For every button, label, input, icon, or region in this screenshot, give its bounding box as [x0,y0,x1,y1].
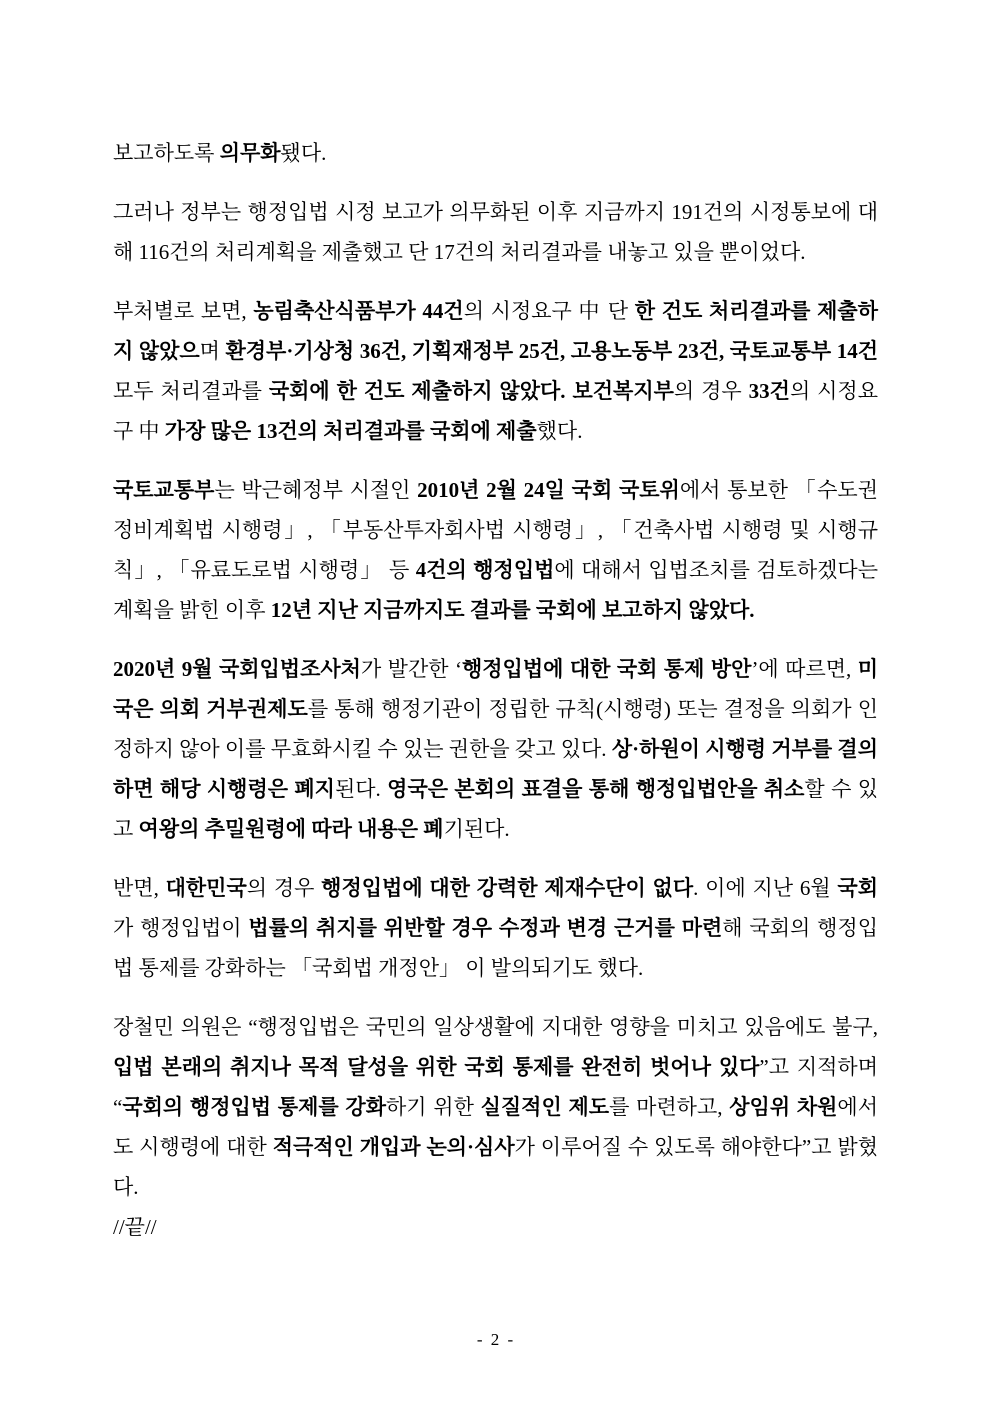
text-run: 기된다. [443,817,510,841]
text-run: ”고 지적하며 “ [113,1055,878,1119]
bold-text-run: 미국은 의회 거부권제도 [113,657,878,721]
bold-text-run: 국회 [837,876,878,900]
text-run: 를 마련하고, [609,1095,730,1119]
bold-text-run: 보건복지부 [572,379,674,403]
text-run: 에서도 시행령에 대한 [113,1095,878,1159]
text-run: 했다. [536,419,583,443]
paragraph [113,649,878,849]
text-run: 보고하도록 [113,141,220,165]
page-footer [0,1330,992,1350]
text-run: 를 통해 행정기관이 정립한 규칙(시행령) 또는 결정을 의회가 인정하지 않아 이를 무효화시킬 수 있는 권한을 갖고 있다. [113,697,879,761]
paragraph [113,133,878,173]
text-run: 며 [199,339,226,363]
bold-text-run: 행정입법에 대한 강력한 제재수단이 없다 [321,876,694,900]
bold-text-run: 대한민국 [165,876,247,900]
text-run: 는 박근혜정부 시절인 [214,478,418,502]
bold-text-run: 실질적인 제도 [480,1095,610,1119]
text-run: 의 경우 [673,379,749,403]
text-run: 그러나 정부는 행정입법 시정 보고가 의무화된 이후 지금까지 191건의 시정통보에 대해 116건의 처리계획을 제출했고 단 17건의 처리결과를 내놓고 있을 뿐이었다. [113,200,878,264]
text-run: 됐다. [280,141,327,165]
bold-text-run: 행정입법에 대한 국회 통제 방안 [461,657,752,681]
bold-text-run: 한 건도 처리결과를 제출하지 않았으 [113,299,878,363]
bold-text-run: 2020년 9월 국회입법조사처 [113,657,361,681]
bold-text-run: 2010년 2월 24일 국회 국토위 [417,478,680,502]
bold-text-run: 33건 [748,379,790,403]
page-number: - 2 - [476,1330,516,1349]
text-run: 모두 처리결과를 [113,379,269,403]
text-run: 가 발간한 ‘ [360,657,462,681]
bold-text-run: 4건의 행정입법 [415,558,555,582]
paragraph [113,1207,878,1247]
text-run: 의 경우 [246,876,322,900]
text-run: 가 이루어질 수 있도록 해야한다”고 밝혔다. [113,1135,878,1199]
text-run: 해 국회의 행정입법 통제를 강화하는 「국회법 개정안」 이 발의되기도 했다. [113,916,878,980]
text-run: 의 시정요구 中 단 [463,299,635,323]
text-run: 할 수 있고 [113,777,879,841]
paragraph [113,1007,878,1207]
bold-text-run: 영국은 본회의 표결을 통해 행정입법안을 취소 [387,777,805,801]
text-run: 에 대해서 입법조치를 검토하겠다는 계획을 밝힌 이후 [113,558,879,622]
paragraph [113,470,878,630]
text-run: 반면, [113,876,166,900]
bold-text-run: 가장 많은 13건의 처리결과를 국회에 제출 [164,419,537,443]
text-run: 의 시정요구 中 [113,379,879,443]
text-run: 하기 위한 [385,1095,481,1119]
bold-text-run: 상임위 차원 [729,1095,838,1119]
bold-text-run: 입법 본래의 취지나 목적 달성을 위한 국회 통제를 완전히 벗어나 있다 [113,1055,760,1079]
paragraph [113,291,878,451]
bold-text-run: 상·하원이 시행령 거부를 결의하면 해당 시행령은 폐지 [113,737,879,801]
text-run: 가 행정입법이 [113,916,249,940]
bold-text-run: 환경부·기상청 36건, 기획재정부 25건, 고용노동부 23건, 국토교통부 14건 [225,339,878,363]
bold-text-run: 국회의 행정입법 통제를 강화 [122,1095,386,1119]
text-run: ’에 따르면, [751,657,858,681]
bold-text-run: 여왕의 추밀원령에 따라 내용은 폐 [138,817,444,841]
bold-text-run: 농림축산식품부가 44건 [253,299,464,323]
text-run: 부처별로 보면, [113,299,254,323]
paragraph [113,192,878,272]
bold-text-run: 적극적인 개입과 논의·심사 [272,1135,515,1159]
press-release-text [113,133,878,1266]
text-run: 에서 통보한 「수도권 정비계획법 시행령」, 「부동산투자회사법 시행령」, 「건축사법 시행령 및 시행규칙」, 「유료도로법 시행령」 등 [113,478,878,582]
text-run: . 이에 지난 6월 [693,876,838,900]
bold-text-run: 국토교통부 [113,478,215,502]
bold-text-run: 의무화 [219,141,281,165]
bold-text-run: 국회에 한 건도 제출하지 않았다. [268,379,566,403]
text-run: //끝// [113,1215,157,1239]
text-run: 장철민 의원은 “행정입법은 국민의 일상생활에 지대한 영향을 미치고 있음에도 불구, [113,1015,878,1039]
text-run: 된다. [334,777,388,801]
bold-text-run: 12년 지난 지금까지도 결과를 국회에 보고하지 않았다. [270,598,755,622]
bold-text-run: 법률의 취지를 위반할 경우 수정과 변경 근거를 마련 [248,916,723,940]
paragraph [113,868,878,988]
